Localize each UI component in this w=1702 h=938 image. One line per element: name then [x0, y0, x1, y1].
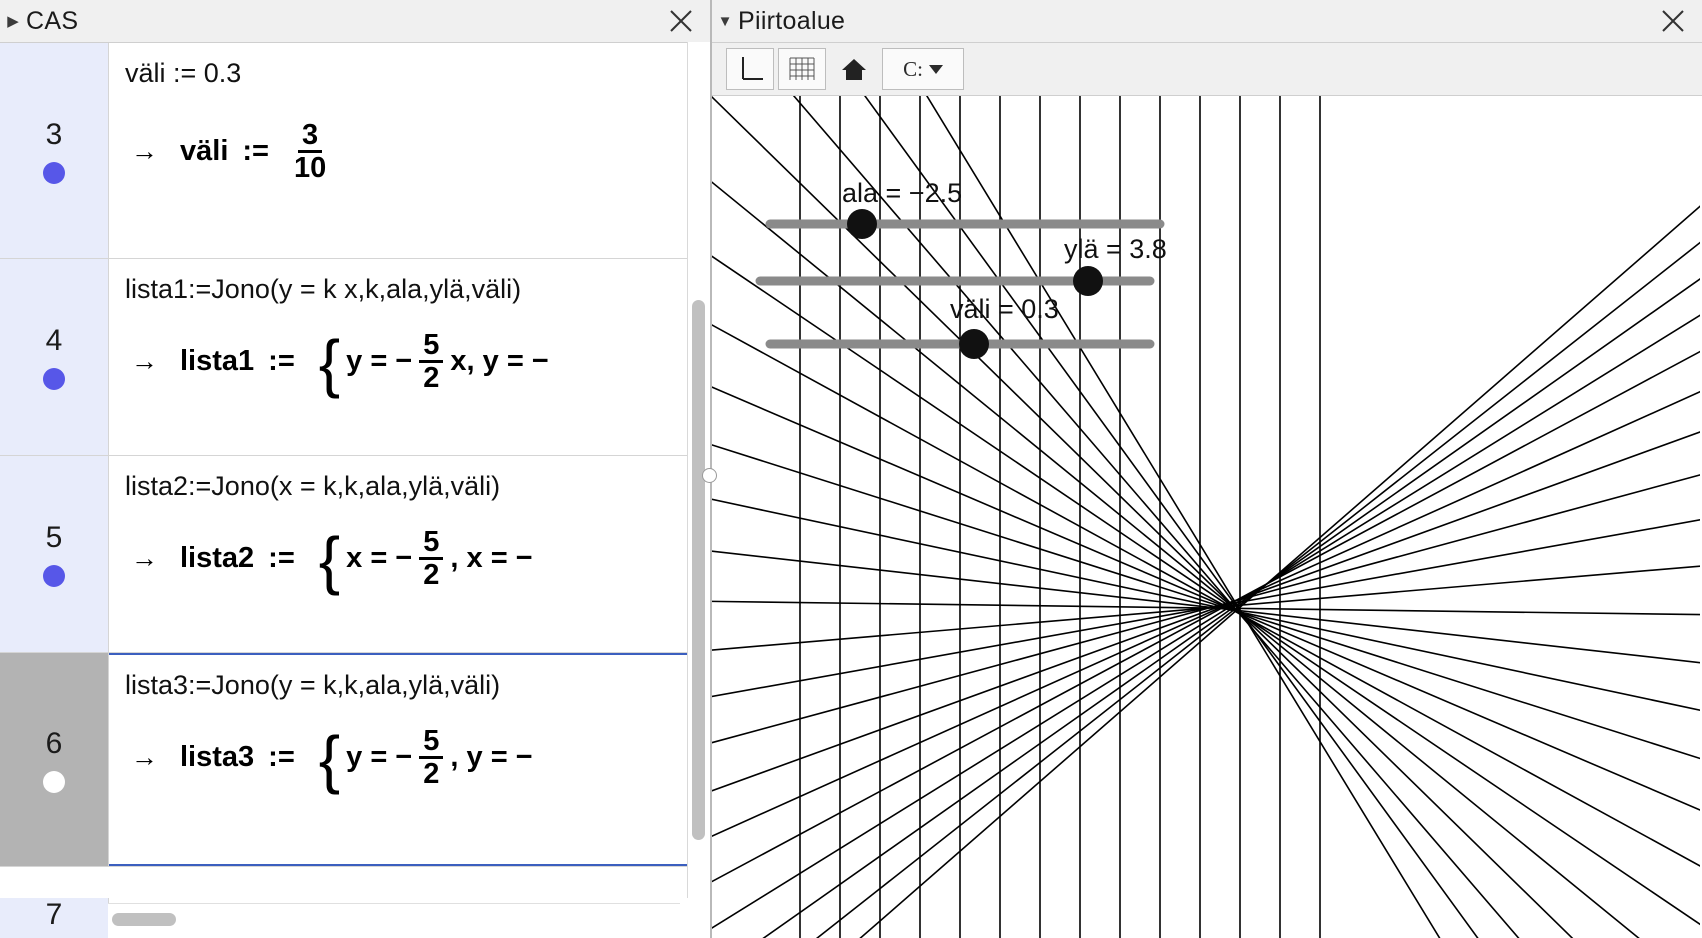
cas-output-assign: :=	[242, 134, 269, 167]
cas-output-variable: väli	[180, 134, 229, 167]
chevron-down-icon[interactable]	[929, 65, 943, 74]
fraction-denominator: 2	[423, 558, 440, 591]
cas-row-marble-toggle[interactable]	[43, 565, 65, 587]
slider-group-yla	[760, 266, 1150, 296]
graphics-panel-title: Piirtoalue	[738, 6, 846, 35]
cas-panel-title: CAS	[26, 6, 79, 35]
cas-output-fraction	[419, 726, 443, 790]
list-brace-icon: {	[318, 722, 341, 795]
cas-horizontal-scrollbar-thumb[interactable]	[112, 913, 176, 926]
cas-horizontal-scrollbar[interactable]	[108, 903, 680, 938]
slider-knob	[959, 329, 989, 359]
slider-knob	[847, 209, 877, 239]
cas-close-icon[interactable]	[668, 8, 694, 34]
cas-output-expression-a: y = −	[346, 740, 413, 773]
cas-row-input[interactable]: lista3:=Jono(y = k,k,ala,ylä,väli)	[125, 670, 501, 700]
cas-output-expression-b: , y = −	[450, 740, 533, 773]
cas-output-fraction	[419, 330, 443, 394]
cas-row-gutter[interactable]	[0, 653, 109, 866]
cas-row-output	[125, 523, 698, 596]
cas-row-number: 5	[45, 521, 63, 554]
cas-output-arrow-icon: →	[131, 542, 158, 573]
rounding-dropdown[interactable]	[882, 48, 964, 90]
list-brace-icon: {	[318, 523, 341, 596]
cas-row-gutter[interactable]	[0, 456, 109, 652]
cas-output-arrow-icon: →	[131, 345, 158, 376]
fraction-denominator: 2	[423, 757, 440, 790]
cas-rows-area	[0, 43, 710, 938]
fraction-numerator: 5	[419, 330, 443, 363]
fraction-denominator: 2	[423, 361, 440, 394]
fraction-denominator: 10	[293, 151, 327, 184]
cas-row[interactable]	[0, 456, 710, 653]
cas-output-assign: :=	[268, 344, 295, 377]
cas-output-fraction	[419, 527, 443, 591]
cas-output-variable: lista3	[180, 740, 255, 773]
slider-label-vali[interactable]: väli = 0.3	[950, 294, 1059, 324]
cas-row-content[interactable]	[109, 259, 710, 455]
home-icon	[839, 55, 869, 83]
cas-row-gutter[interactable]	[0, 43, 109, 258]
cas-output-fraction	[290, 120, 330, 184]
cas-output-arrow-icon: →	[131, 135, 158, 166]
cas-output-expression-b: x, y = −	[450, 344, 549, 377]
slider-knob	[1073, 266, 1103, 296]
cas-row-number: 3	[45, 117, 63, 151]
cas-output-variable: lista2	[180, 541, 255, 574]
graphics-canvas[interactable]	[712, 96, 1702, 938]
list-brace-icon: {	[318, 326, 341, 399]
cas-row-gutter[interactable]	[0, 259, 109, 455]
cas-output-expression-a: x = −	[346, 541, 413, 574]
graphics-panel-header	[712, 0, 1702, 43]
graphics-close-icon[interactable]	[1660, 8, 1686, 34]
cas-row-output	[125, 326, 698, 399]
cas-row[interactable]	[0, 259, 710, 456]
panel-splitter-handle[interactable]	[702, 468, 717, 483]
cas-collapse-twisty-icon[interactable]: ▶	[7, 13, 19, 30]
rounding-label: C:	[903, 56, 923, 81]
cas-output-expression-a: y = −	[346, 344, 413, 377]
cas-row-marble-toggle[interactable]	[43, 368, 65, 390]
cas-row-content[interactable]	[109, 653, 710, 866]
slider-label-yla[interactable]: ylä = 3.8	[1064, 234, 1167, 264]
fraction-numerator: 3	[298, 120, 322, 153]
cas-row-list	[0, 43, 710, 938]
graphics-style-bar	[712, 43, 1702, 96]
fraction-numerator: 5	[419, 726, 443, 759]
cas-row-number: 4	[45, 324, 63, 357]
cas-row-input[interactable]: lista1:=Jono(y = k x,k,ala,ylä,väli)	[125, 274, 522, 304]
cas-row-content[interactable]	[109, 456, 710, 652]
cas-row-marble-toggle[interactable]	[43, 162, 65, 184]
cas-row-output	[125, 120, 698, 184]
cas-row-number: 6	[45, 726, 63, 760]
graphics-panel	[712, 0, 1702, 938]
grid-icon	[787, 55, 817, 83]
cas-row-input[interactable]: lista2:=Jono(x = k,k,ala,ylä,väli)	[125, 471, 501, 501]
grid-toggle-button[interactable]	[778, 48, 826, 90]
cas-row-input[interactable]: väli := 0.3	[125, 58, 242, 88]
cas-output-assign: :=	[268, 541, 295, 574]
standard-view-button[interactable]	[830, 48, 878, 90]
cas-output-expression-b: , x = −	[450, 541, 533, 574]
cas-row-output	[125, 722, 696, 795]
geometry-drawing[interactable]	[712, 96, 1700, 938]
slider-label-ala[interactable]: ala = −2.5	[842, 178, 963, 208]
graphics-collapse-twisty-icon[interactable]: ▼	[717, 12, 733, 30]
cas-output-arrow-icon: →	[131, 741, 158, 772]
cas-vertical-scrollbar-thumb[interactable]	[692, 300, 705, 840]
cas-row-number-partial[interactable]: 7	[0, 898, 109, 938]
cas-row-selected[interactable]	[0, 653, 710, 867]
cas-row-content[interactable]	[109, 43, 710, 258]
cas-row[interactable]	[0, 43, 710, 259]
cas-row-marble-toggle[interactable]	[43, 771, 65, 793]
axes-toggle-button[interactable]	[726, 48, 774, 90]
cas-panel	[0, 0, 712, 938]
cas-output-variable: lista1	[180, 344, 255, 377]
cas-panel-header	[0, 0, 710, 43]
axes-icon	[735, 55, 765, 83]
cas-output-assign: :=	[268, 740, 295, 773]
fraction-numerator: 5	[419, 527, 443, 560]
